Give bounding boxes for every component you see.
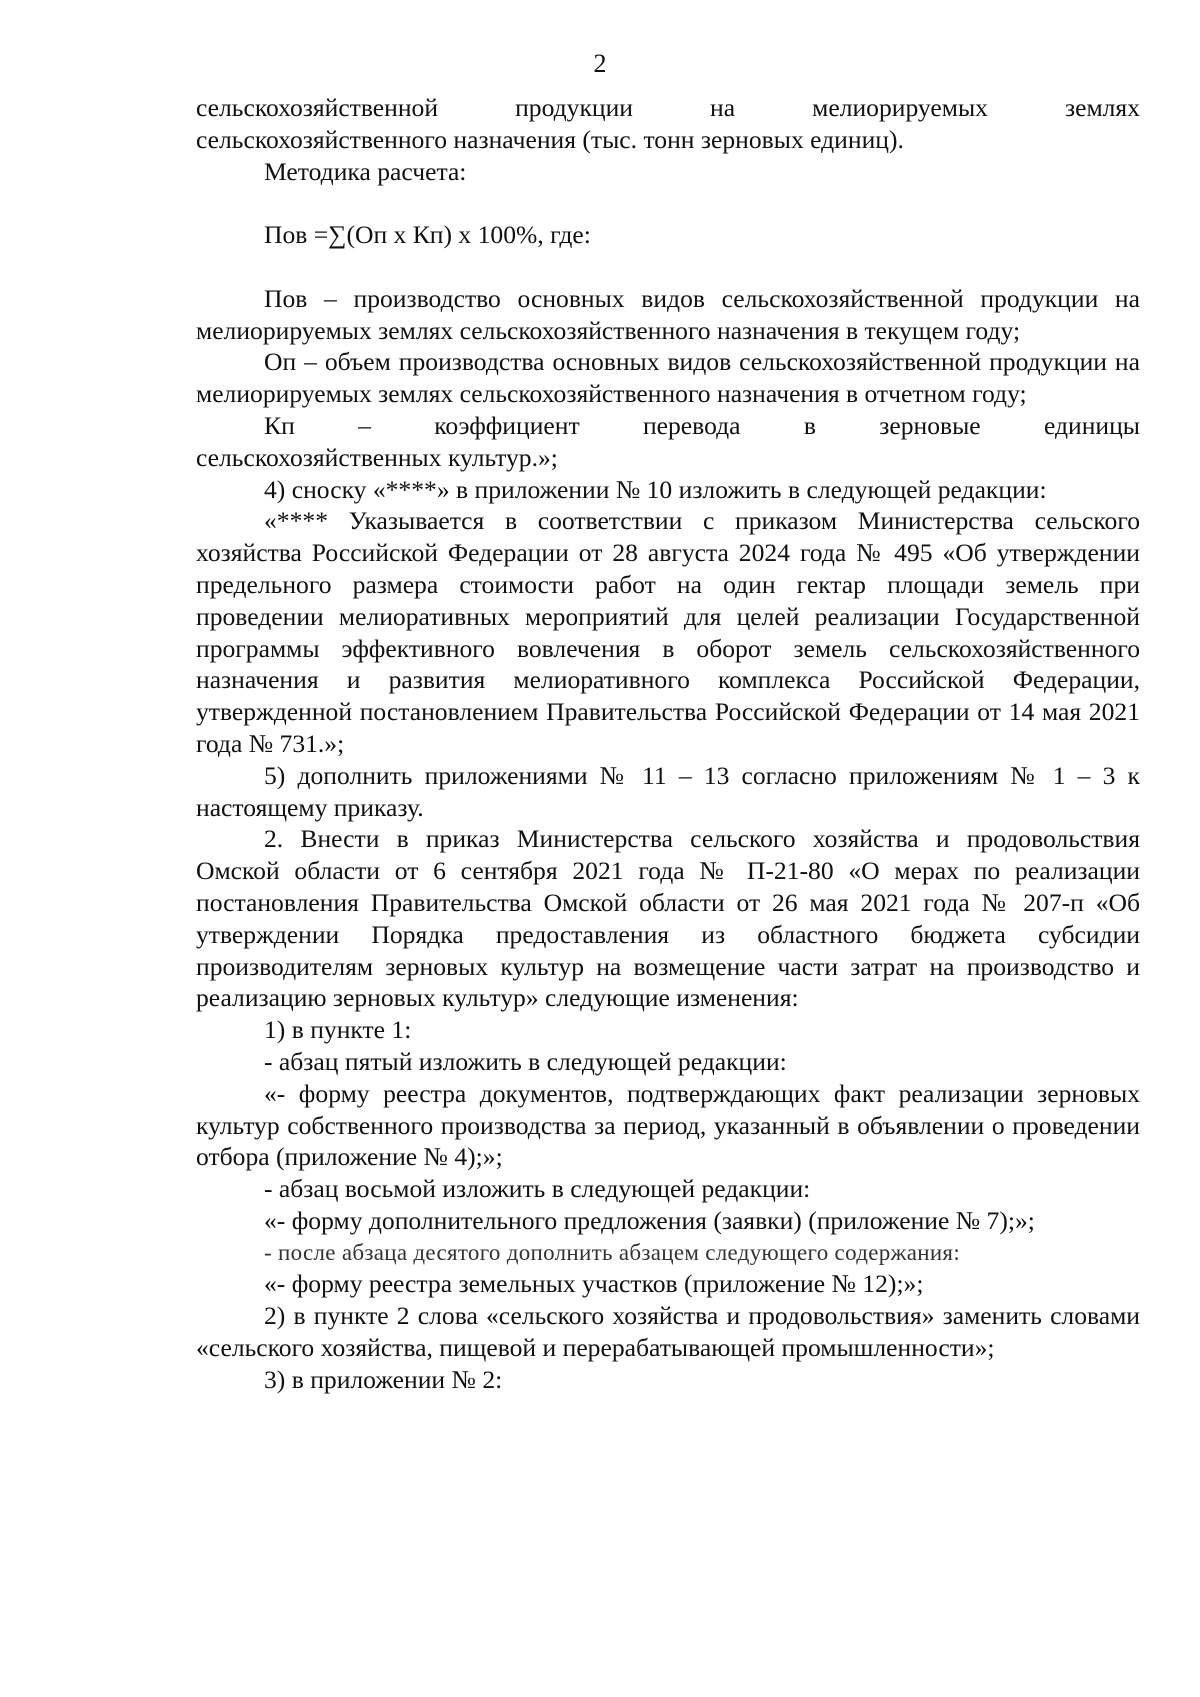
document-body [196,92,1140,1396]
definition-kp [196,410,1140,474]
method-heading: Методика расчета: [264,156,467,186]
line: сельскохозяйственного назначения (тыс. тонн зерновых единиц). [196,124,904,154]
paragraph-continuation [196,92,1140,156]
justified-line: Кп – коэффициент перевода в зерновые единицы [264,410,1140,440]
paragraph-after-abzac-10: - после абзаца десятого дополнить абзацем следующего содержания: [264,1239,961,1265]
line: сельскохозяйственных культур.»; [196,442,558,472]
definition-op: Оп – объем производства основных видов сельскохозяйственной продукции на мелиорируемых землях сельскохозяйственного назначения в отчетном году; [196,347,1140,409]
paragraph-item-1: 1) в пункте 1: [264,1015,412,1045]
paragraph-item-4: 4) сноску «****» в приложении № 10 изложить в следующей редакции: [264,474,1047,504]
quote-additional-offer: «- форму дополнительного предложения (заявки) (приложение № 7);»; [264,1205,1035,1235]
quote-form-registry: «- форму реестра документов, подтверждающих факт реализации зерновых культур собственного производства за период, указанный в объявлении о проведении отбора (приложение № 4);»; [196,1078,1140,1172]
paragraph-item-5: 5) дополнить приложениями № 11 – 13 согласно приложениям № 1 – 3 к настоящему приказу. [196,760,1140,822]
page-number: 2 [593,49,607,78]
quote-land-registry: «- форму реестра земельных участков (приложение № 12);»; [264,1269,924,1299]
formula: Пов =∑(Оп х Кп) х 100%, где: [264,220,591,250]
paragraph-item-3: 3) в приложении № 2: [264,1364,503,1394]
paragraph-abzac-8: - абзац восьмой изложить в следующей редакции: [264,1174,811,1204]
paragraph-abzac-5: - абзац пятый изложить в следующей редакции: [264,1046,787,1076]
footnote-text: «**** Указывается в соответствии с приказом Министерства сельского хозяйства Российской Федерации от 28 августа 2024 года № 495 «Об утверждении предельного размера стоимости работ на один гектар площади земель при проведении мелиоративных мероприятий для целей реализации Государственной программы эффективного вовлечения в оборот земель сельскохозяйственного назначения и развития мелиоративного комплекса Российской Федерации, утвержденной постановлением Правительства Российской Федерации от 14 мая 2021 года № 731.»; [196,506,1140,758]
justified-line: сельскохозяйственной продукции на мелиорируемых землях [196,93,1140,122]
paragraph-section-2: 2. Внести в приказ Министерства сельского хозяйства и продовольствия Омской области от 6 сентября 2021 года № П-21-80 «О мерах по реализации постановления Правительства Омской области от 26 мая 2021 года № 207-п «Об утверждении Порядка предоставления из областного бюджета субсидии производителям зерновых культур на возмещение части затрат на производство и реализацию зерновых культур» следующие изменения: [196,824,1140,1013]
paragraph-item-2: 2) в пункте 2 слова «сельского хозяйства и продовольствия» заменить словами «сельского хозяйства, пищевой и перерабатывающей промышленности»; [196,1301,1140,1363]
definition-pov: Пов – производство основных видов сельскохозяйственной продукции на мелиорируемых землях сельскохозяйственного назначения в текущем году; [196,283,1140,345]
